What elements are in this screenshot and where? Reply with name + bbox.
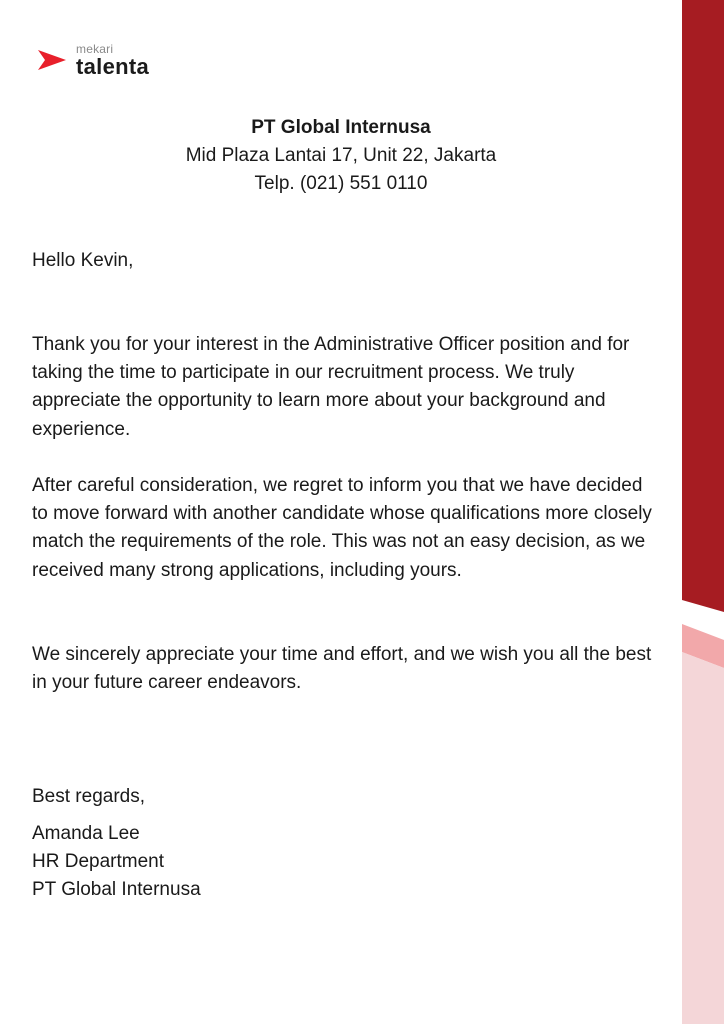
company-name: PT Global Internusa <box>251 117 431 138</box>
letter-closing: Best regards, <box>32 786 145 807</box>
logo-brand-large: talenta <box>76 53 150 79</box>
letter-paragraph-2: After careful consideration, we regret to inform you that we have decided to move forward with another candidate whose qualifications more closely match the requirements of the role. This was not an easy decision, as we received many strong applications, including yours. <box>32 475 652 581</box>
company-address: Mid Plaza Lantai 17, Unit 22, Jakarta <box>185 145 497 166</box>
company-header <box>0 114 682 198</box>
signature-name: Amanda Lee <box>32 823 140 844</box>
side-band-pale <box>682 652 724 1024</box>
side-band-dark <box>682 0 724 612</box>
letter-paragraph-1: Thank you for your interest in the Administrative Officer position and for taking the time to participate in our recruitment process. We truly appreciate the opportunity to learn more about your background and experience. <box>32 334 630 440</box>
letter-greeting: Hello Kevin, <box>32 250 134 271</box>
letter-paragraph-3: We sincerely appreciate your time and effort, and we wish you all the best in your future career endeavors. <box>32 644 652 694</box>
company-phone: Telp. (021) 551 0110 <box>254 173 428 194</box>
company-logo <box>36 40 149 80</box>
logo-brand-small: mekari <box>76 41 114 56</box>
talenta-arrow-logo-icon <box>36 44 68 76</box>
signature-department: HR Department <box>32 851 164 873</box>
signature-company: PT Global Internusa <box>32 879 201 901</box>
decorative-side-band <box>682 0 724 1024</box>
signature-block <box>32 820 662 905</box>
